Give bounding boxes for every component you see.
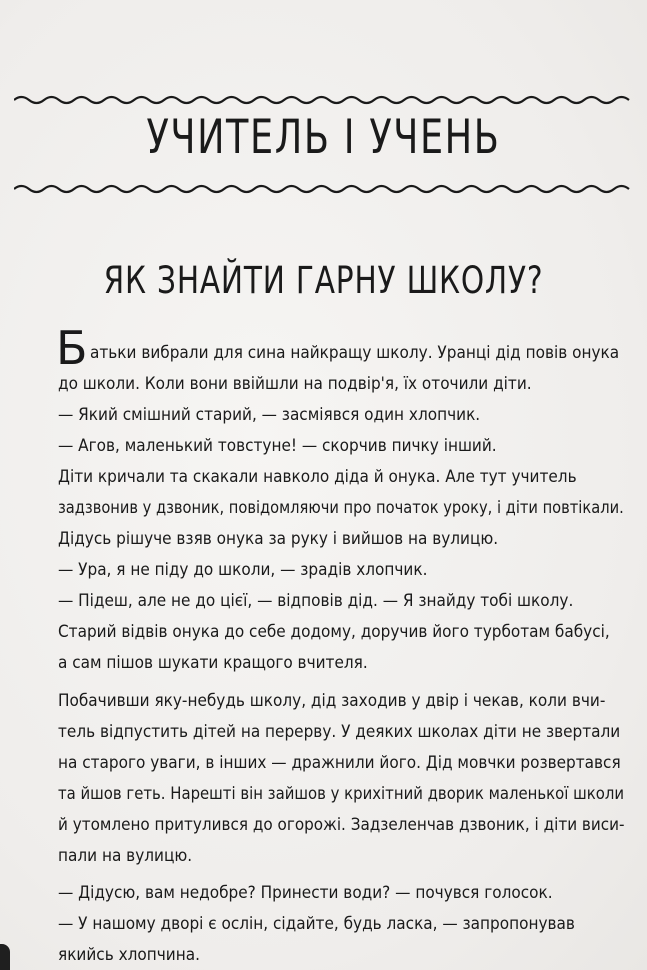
body-line: — Ура, я не піду до школи, — зрадів хлопчик. — [58, 560, 428, 580]
body-line: а сам пішов шукати кращого вчителя. — [58, 653, 368, 673]
body-line: якийсь хлопчина. — [58, 945, 200, 965]
body-line: — Підеш, але не до цієї, — відповів дід. — Я знайду тобі школу. — [58, 591, 574, 611]
body-line: — Агов, маленький товстуне! — скорчив пичку інший. — [58, 436, 497, 456]
body-line: Діти кричали та скакали навколо діда й онука. Але тут учитель — [58, 467, 577, 487]
body-line: Побачивши яку-небудь школу, дід заходив у двір і чекав, коли вчи- — [58, 691, 606, 711]
body-line: на старого уваги, в інших — дражнили його. Дід мовчки розвертався — [58, 753, 621, 773]
body-line: пали на вулицю. — [58, 846, 193, 866]
body-line: — Який смішний старий, — засміявся один хлопчик. — [58, 405, 481, 425]
body-line: Старий відвів онука до себе додому, доручив його турботам бабусі, — [58, 622, 610, 642]
story-title: ЯК ЗНАЙТИ ГАРНУ ШКОЛУ? — [103, 259, 544, 302]
corner-mark — [0, 944, 10, 970]
body-line: задзвонив у дзвоник, повідомляючи про початок уроку, і діти повтікали. — [58, 498, 624, 518]
body-line: — Дідусю, вам недобре? Принести води? — почувся голосок. — [58, 883, 553, 903]
decorative-wave-top — [14, 94, 634, 106]
drop-cap: Б — [56, 321, 88, 375]
body-line: Дідусь рішуче взяв онука за руку і вийшов на вулицю. — [58, 529, 499, 549]
body-line: — У нашому дворі є ослін, сідайте, будь ласка, — запропонував — [58, 914, 575, 934]
body-line: та йшов геть. Нарешті він зайшов у крихітний дворик маленької школи — [58, 784, 624, 804]
body-line: тель відпустить дітей на перерву. У деяких школах діти не звертали — [58, 722, 621, 742]
body-line: й утомлено притулився до огорожі. Задзеленчав дзвоник, і діти виси- — [58, 815, 625, 835]
chapter-title: УЧИТЕЛЬ І УЧЕНЬ — [146, 110, 501, 165]
body-line: атьки вибрали для сина найкращу школу. Уранці дід повів онука — [90, 343, 620, 363]
decorative-wave-bottom — [14, 183, 634, 195]
body-line: до школи. Коли вони ввійшли на подвір'я, їх оточили діти. — [58, 374, 532, 394]
